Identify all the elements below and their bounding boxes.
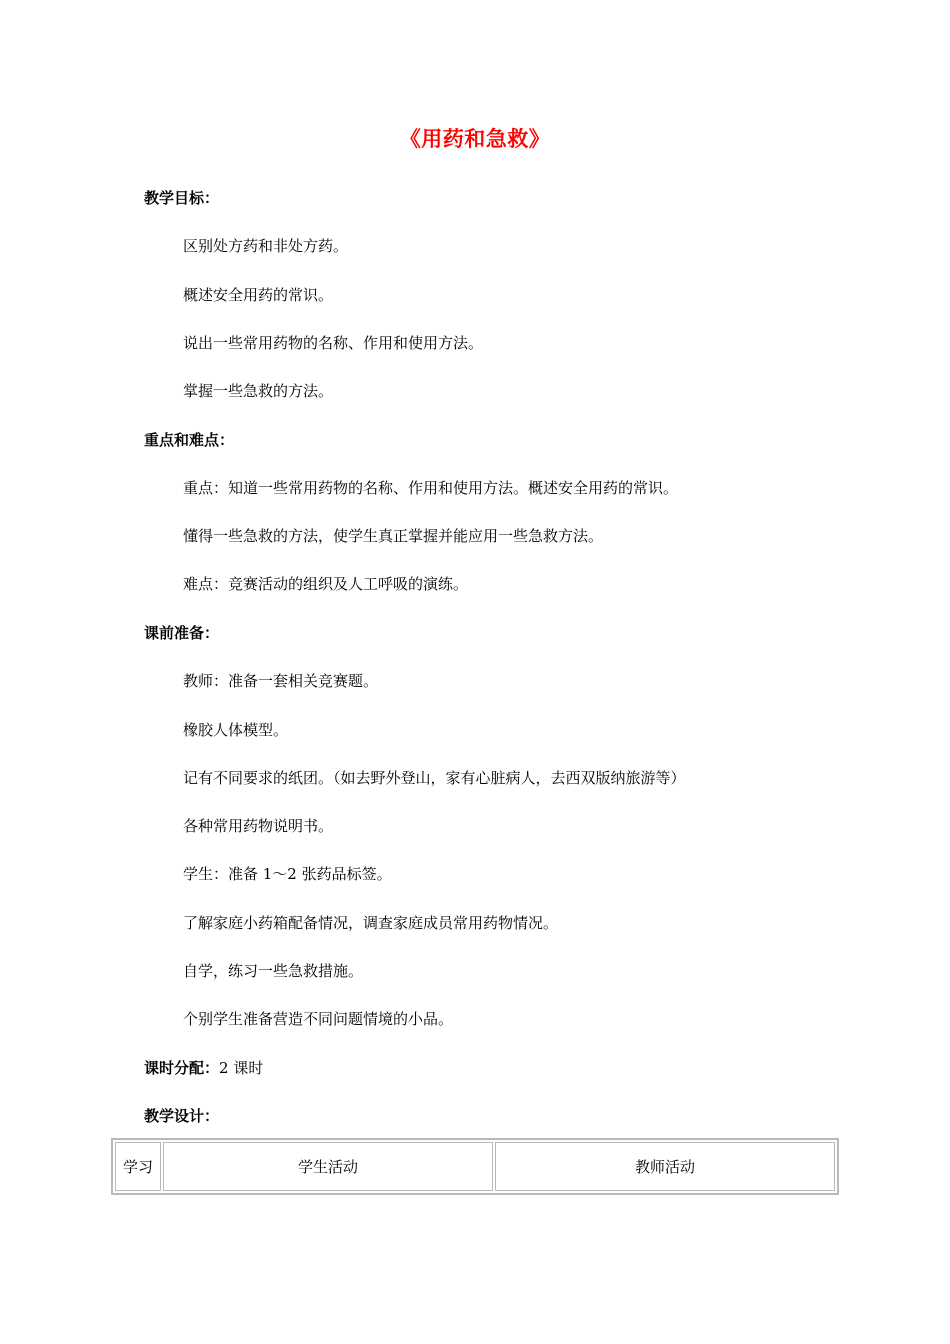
objective-item: 掌握一些急救的方法。: [183, 382, 334, 400]
table-header-study: 学习: [115, 1142, 161, 1191]
preparation-item: 橡胶人体模型。: [183, 721, 289, 739]
schedule-heading: 课时分配：: [144, 1059, 220, 1077]
design-heading: 教学设计：: [144, 1107, 220, 1125]
schedule-value: 2 课时: [219, 1059, 264, 1077]
design-table: [111, 1138, 839, 1195]
table-header-student-activity: 学生活动: [163, 1142, 493, 1191]
preparation-item: 个别学生准备营造不同问题情境的小品。: [183, 1010, 454, 1028]
objective-item: 说出一些常用药物的名称、作用和使用方法。: [183, 334, 484, 352]
page-title: 《用药和急救》: [399, 126, 551, 151]
preparation-item: 记有不同要求的纸团。（如去野外登山，家有心脏病人，去西双版纳旅游等）: [183, 769, 686, 787]
key-point-item: 重点：知道一些常用药物的名称、作用和使用方法。概述安全用药的常识。: [183, 479, 679, 497]
preparation-item: 自学，练习一些急救措施。: [183, 962, 364, 980]
objective-item: 概述安全用药的常识。: [183, 286, 334, 304]
key-points-heading: 重点和难点：: [144, 431, 235, 449]
objectives-heading: 教学目标：: [144, 189, 220, 207]
preparation-item: 各种常用药物说明书。: [183, 817, 334, 835]
table-header-teacher-activity: 教师活动: [495, 1142, 835, 1191]
schedule-line: [144, 1057, 263, 1078]
key-point-item: 难点：竞赛活动的组织及人工呼吸的演练。: [183, 575, 469, 593]
preparation-item: 教师：准备一套相关竞赛题。: [183, 672, 379, 690]
key-point-item: 懂得一些急救的方法，使学生真正掌握并能应用一些急救方法。: [183, 527, 604, 545]
objective-item: 区别处方药和非处方药。: [183, 237, 349, 255]
preparation-heading: 课前准备：: [144, 624, 220, 642]
preparation-item: 了解家庭小药箱配备情况，调查家庭成员常用药物情况。: [183, 914, 559, 932]
preparation-item: 学生：准备 1～2 张药品标签。: [183, 865, 392, 883]
